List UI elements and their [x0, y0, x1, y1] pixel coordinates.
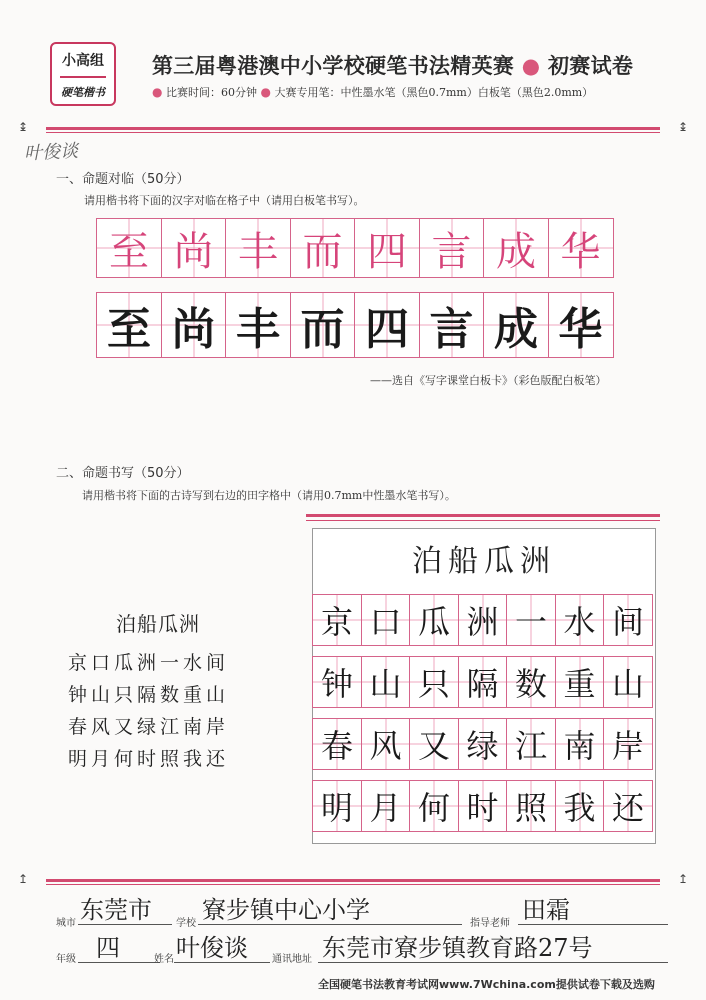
bullet-icon: ● [152, 85, 163, 99]
tianzige-cell [354, 218, 420, 278]
divider-end-icon: ↥ [677, 872, 688, 886]
badge-divider [60, 76, 106, 78]
address-underline [318, 962, 668, 963]
tianzige-cell [506, 718, 556, 770]
cell-char: 四 [367, 228, 407, 275]
tianzige-cell [361, 718, 411, 770]
bullet-icon: ● [260, 85, 271, 99]
divider-end-icon: ↨ [18, 120, 29, 134]
group-label: 小高组 [62, 53, 104, 69]
cell-char: 成 [496, 228, 536, 275]
school-value: 寮步镇中心小学 [202, 896, 370, 924]
address-label: 通讯地址 [272, 954, 312, 965]
tianzige-cell [312, 780, 362, 832]
tianzige-cell [603, 656, 653, 708]
tianzige-cell [506, 656, 556, 708]
cell-char: 京 [320, 603, 353, 641]
cell-char: 至 [109, 228, 149, 275]
tianzige-cell [458, 718, 508, 770]
group-badge [50, 42, 116, 106]
top-divider [18, 120, 688, 136]
tianzige-cell [161, 292, 227, 358]
cell-char: 江 [514, 727, 547, 765]
tianzige-cell [312, 718, 362, 770]
tianzige-cell [225, 292, 291, 358]
cell-char: 至 [107, 304, 151, 355]
tianzige-cell [312, 594, 362, 646]
poem-line: 京口瓜洲一水间 [68, 652, 230, 674]
written-poem-title-row [312, 528, 656, 588]
tianzige-cell [96, 292, 162, 358]
tianzige-cell [419, 218, 485, 278]
tianzige-cell [458, 656, 508, 708]
tianzige-cell [290, 218, 356, 278]
tianzige-cell [290, 292, 356, 358]
practice-row [312, 780, 656, 832]
cell-char: 何 [417, 789, 450, 827]
poem-title: 泊船瓜洲 [116, 612, 200, 636]
tianzige-cell [419, 292, 485, 358]
name-value: 叶俊谈 [176, 934, 248, 962]
city-value: 东莞市 [80, 896, 152, 924]
teacher-underline [518, 924, 668, 925]
cell-char: 南 [563, 727, 596, 765]
tianzige-cell [555, 718, 605, 770]
practice-frame-top [306, 514, 660, 517]
tianzige-cell [409, 594, 459, 646]
grade-underline [78, 962, 160, 963]
tianzige-cell [555, 780, 605, 832]
cell-char: 华 [560, 228, 601, 275]
tianzige-cell [458, 594, 508, 646]
divider-end-icon: ↨ [677, 120, 688, 134]
tianzige-cell [603, 780, 653, 832]
tianzige-cell [555, 656, 605, 708]
exam-title [152, 50, 633, 80]
tianzige-cell [409, 656, 459, 708]
exam-time: 比赛时间：60分钟 [165, 86, 257, 99]
cell-char: 月 [369, 789, 402, 827]
cell-char: 还 [611, 789, 644, 827]
tianzige-cell [458, 780, 508, 832]
section2-instruction: 请用楷书将下面的古诗写到右边的田字格中（请用0.7mm中性墨水笔书写）。 [82, 489, 456, 502]
cell-char: 尚 [173, 228, 214, 275]
cell-char: 又 [417, 727, 450, 765]
cell-char: 明 [320, 789, 353, 827]
address-value: 东莞市寮步镇教育路27号 [322, 934, 593, 962]
cell-char: 春 [320, 727, 353, 765]
teacher-label: 指导老师 [470, 918, 510, 929]
practice-grid [312, 588, 656, 832]
cell-char: 丰 [238, 228, 278, 275]
cell-char: 山 [611, 665, 644, 703]
written-char-row [96, 292, 612, 358]
tianzige-cell [483, 292, 549, 358]
cell-char: 重 [563, 665, 596, 703]
cell-char: 成 [494, 304, 538, 355]
cell-char: 绿 [466, 727, 499, 765]
cell-char: 而 [300, 304, 345, 355]
grade-value: 四 [96, 934, 120, 962]
tianzige-cell [409, 780, 459, 832]
title-tail: 初赛试卷 [547, 54, 634, 78]
poem-line: 钟山只隔数重山 [68, 684, 230, 706]
cell-char: 水 [563, 603, 596, 641]
tianzige-cell [483, 218, 549, 278]
cell-char: 岸 [611, 727, 644, 765]
section1-instruction: 请用楷书将下面的汉字对临在格子中（请用白板笔书写）。 [84, 194, 365, 207]
cell-char: 华 [558, 304, 603, 355]
name-label: 姓名 [154, 954, 174, 965]
tianzige-cell [548, 218, 614, 278]
tianzige-cell [161, 218, 227, 278]
poem-line: 春风又绿江南岸 [68, 716, 230, 738]
tianzige-cell [96, 218, 162, 278]
title-dot: ● [521, 54, 541, 78]
practice-row [312, 656, 656, 708]
tianzige-cell [312, 656, 362, 708]
cell-char: 尚 [171, 304, 216, 355]
cell-char: 数 [514, 665, 547, 703]
group-sub-label: 硬笔楷书 [61, 86, 105, 99]
practice-frame-top-thin [306, 520, 660, 521]
cell-char: 瓜 [417, 603, 450, 641]
bottom-divider [18, 872, 688, 888]
cell-char: 我 [563, 789, 596, 827]
source-credit: ——选自《写字课堂白板卡》（彩色版配白板笔） [370, 374, 607, 387]
school-label: 学校 [176, 918, 196, 929]
cell-char: 山 [369, 665, 402, 703]
tianzige-cell [548, 292, 614, 358]
cell-char: 一 [514, 603, 547, 641]
cell-char: 丰 [236, 304, 280, 355]
teacher-value: 田霜 [522, 896, 570, 924]
cell-char: 只 [417, 665, 450, 703]
model-char-row [96, 218, 612, 278]
section1-title: 一、命题对临（50分） [56, 172, 190, 187]
tianzige-cell [506, 780, 556, 832]
divider-end-icon: ↥ [18, 872, 29, 886]
section2-title: 二、命题书写（50分） [56, 466, 190, 481]
practice-row [312, 718, 656, 770]
cell-char: 照 [514, 789, 547, 827]
cell-char: 而 [302, 228, 343, 275]
tianzige-cell [354, 292, 420, 358]
practice-row [312, 594, 656, 646]
tianzige-cell [361, 656, 411, 708]
exam-info [152, 84, 593, 100]
tianzige-cell [361, 594, 411, 646]
cell-char: 风 [369, 727, 402, 765]
tianzige-cell [506, 594, 556, 646]
grade-label: 年级 [56, 954, 76, 965]
tianzige-cell [409, 718, 459, 770]
school-underline [198, 924, 462, 925]
cell-char: 言 [431, 228, 472, 275]
tianzige-cell [603, 594, 653, 646]
title-main: 第三届粤港澳中小学校硬笔书法精英赛 [152, 54, 515, 78]
cell-char: 口 [369, 603, 402, 641]
tianzige-cell [361, 780, 411, 832]
tianzige-cell [603, 718, 653, 770]
cell-char: 时 [466, 789, 499, 827]
tianzige-cell [225, 218, 291, 278]
footer-note: 全国硬笔书法教育考试网www.7Wchina.com提供试卷下载及选购 [318, 978, 655, 991]
city-underline [78, 924, 172, 925]
cell-char: 隔 [466, 665, 499, 703]
cell-char: 言 [429, 304, 474, 355]
handwritten-note: 叶俊谈 [23, 140, 79, 165]
poem-line: 明月何时照我还 [68, 748, 230, 770]
city-label: 城市 [56, 918, 76, 929]
exam-pen: 大赛专用笔：中性墨水笔（黑色0.7mm）白板笔（黑色2.0mm） [274, 86, 594, 99]
written-poem-title: 泊船瓜洲 [412, 544, 556, 579]
cell-char: 间 [611, 603, 644, 641]
cell-char: 钟 [320, 665, 353, 703]
cell-char: 四 [365, 304, 409, 355]
tianzige-cell [555, 594, 605, 646]
cell-char: 洲 [466, 603, 499, 641]
name-underline [174, 962, 270, 963]
